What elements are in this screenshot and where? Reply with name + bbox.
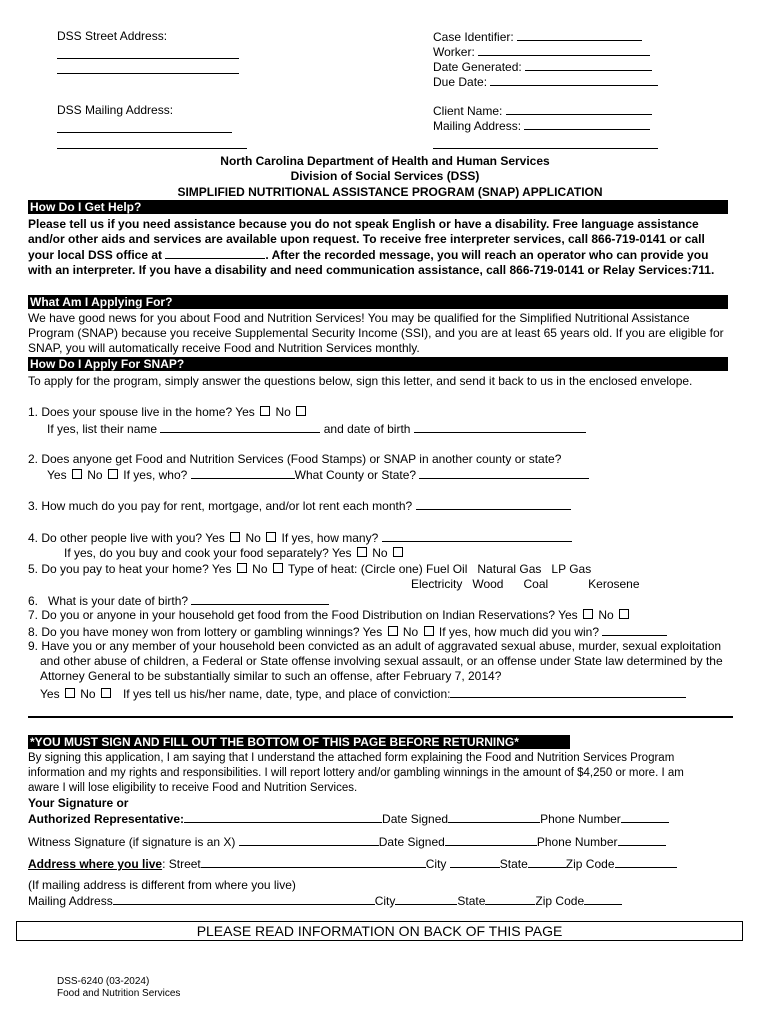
q9-yes-checkbox[interactable] [65,688,75,698]
question-1: 1. Does your spouse live in the home? Yes No [28,405,308,419]
due-date-field[interactable]: Due Date: [433,74,658,89]
q5-no-checkbox[interactable] [273,563,283,573]
q2-no-checkbox[interactable] [108,469,118,479]
question-9b: Yes No If yes tell us his/her name, date, type, and place of conviction: [40,686,686,701]
question-4: 4. Do other people live with you? Yes No If yes, how many? [28,530,572,545]
apply-heading: How Do I Apply For SNAP? [28,357,728,371]
question-2b: Yes No If yes, who? What County or State? [47,467,589,482]
q4-yes-checkbox[interactable] [230,532,240,542]
q7-yes-checkbox[interactable] [583,609,593,619]
dss-street-line-2[interactable] [57,62,239,77]
date-generated-field[interactable]: Date Generated: [433,59,652,74]
divider [28,716,733,718]
city-line[interactable] [450,856,500,868]
your-signature-label: Your Signature or [28,796,129,810]
witness-signature-line[interactable] [239,834,379,846]
authorized-rep-row: Authorized Representative: Date Signed Phone Number [28,811,669,826]
mailing-address-line-2[interactable] [433,137,658,152]
mailing-address-field[interactable]: Mailing Address: [433,118,650,133]
title-line-2: Division of Social Services (DSS) [290,169,480,183]
apply-text: To apply for the program, simply answer the questions below, sign this letter, and send it back to us in the enclosed envelope. [28,374,693,388]
client-name-field[interactable]: Client Name: [433,103,652,118]
witness-row: Witness Signature (if signature is an X) Date Signed Phone Number [28,834,666,849]
q1-yes-checkbox[interactable] [260,406,270,416]
signature-line[interactable] [184,811,382,823]
q2-who-line[interactable] [191,467,295,479]
question-2: 2. Does anyone get Food and Nutrition Services (Food Stamps) or SNAP in another county or state? [28,452,562,466]
question-4b: If yes, do you buy and cook your food separately? Yes No [64,546,405,560]
dss-street-line-1[interactable] [57,47,239,62]
rent-line[interactable] [416,498,571,510]
help-text: Please tell us if you need assistance because you do not speak English or have a disability. Free language assistance and/or other aids and services are available upon request. To receive free interpreter services, call 866-719-0141 or call your local DSS office at . After the recorded message, you will reach an operator who can provide you with an interpreter. If you have a disability and need communication assistance, call 866-719-0141 or Relay Services:711. [28,217,715,277]
q2-yes-checkbox[interactable] [72,469,82,479]
dss-street-address-label: DSS Street Address: [57,29,168,43]
mailing-zip-line[interactable] [584,893,622,905]
worker-field[interactable]: Worker: [433,44,650,59]
title-line-3: SIMPLIFIED NUTRITIONAL ASSISTANCE PROGRAM (SNAP) APPLICATION [177,185,603,199]
mailing-row: Mailing Address City State Zip Code [28,893,622,908]
question-7: 7. Do you or anyone in your household get food from the Food Distribution on Indian Reservations? Yes No [28,608,631,622]
spouse-name-line[interactable] [160,421,320,433]
date-signed-line[interactable] [448,811,540,823]
address-row: Address where you live: Street City State Zip Code [28,856,677,871]
question-6: 6. What is your date of birth? [28,593,329,608]
q4b-no-checkbox[interactable] [393,547,403,557]
mailing-city-line[interactable] [395,893,457,905]
question-9: 9. Have you or any member of your household been convicted as an adult of aggravated sexual abuse, murder, sexual exploitation and other abuse of children, a Federal or State offense involving sexual assault, or an offense under State law determined by the Attorney General to be substantially similar to such an offense, after February 7, 2014? [28,639,723,683]
conviction-line[interactable] [450,686,686,698]
state-line[interactable] [528,856,566,868]
dss-mailing-address-label: DSS Mailing Address: [57,103,174,117]
spouse-dob-line[interactable] [414,421,586,433]
signature-text: By signing this application, I am saying that I understand the attached form explaining the Food and Nutrition Services Program information and my rights and responsibilities. I will report lottery and/or gambling winnings in the amount of $4,250 or more. I am aware I will lose eligibility to receive Food and Nutrition Services. [28,752,684,794]
witness-date-line[interactable] [445,834,537,846]
q1-no-checkbox[interactable] [296,406,306,416]
question-5: 5. Do you pay to heat your home? Yes No Type of heat: (Circle one) Fuel Oil Natural Gas LP Gas [28,562,592,576]
applying-text: We have good news for you about Food and Nutrition Services! You may be qualified for the Simplified Nutritional Assistance Program (SNAP) because you receive Supplemental Security Income (SSI), and you are at least 65 years old. If you are eligible for SNAP, you will automatically receive Food and Nutrition Services monthly. [28,311,724,355]
dob-line[interactable] [191,593,329,605]
q7-no-checkbox[interactable] [619,609,629,619]
how-many-line[interactable] [382,530,572,542]
zip-line[interactable] [615,856,677,868]
read-back-notice: PLEASE READ INFORMATION ON BACK OF THIS PAGE [16,921,743,941]
q5-yes-checkbox[interactable] [237,563,247,573]
dss-mailing-line-2[interactable] [57,137,247,152]
q8-yes-checkbox[interactable] [388,626,398,636]
dss-mailing-line-1[interactable] [57,121,232,136]
help-heading: How Do I Get Help? [28,200,728,214]
question-8: 8. Do you have money won from lottery or gambling winnings? Yes No If yes, how much did you win? [28,624,667,639]
q4-no-checkbox[interactable] [266,532,276,542]
mailing-state-line[interactable] [485,893,535,905]
question-3: 3. How much do you pay for rent, mortgage, and/or lot rent each month? [28,498,571,513]
witness-phone-line[interactable] [618,834,666,846]
q8-no-checkbox[interactable] [424,626,434,636]
signature-heading: *YOU MUST SIGN AND FILL OUT THE BOTTOM OF THIS PAGE BEFORE RETURNING* [28,735,570,749]
heat-type-options[interactable]: Electricity Wood Coal Kerosene [411,577,640,591]
street-line[interactable] [201,856,426,868]
q2-county-line[interactable] [419,467,589,479]
title-line-1: North Carolina Department of Health and Human Services [220,154,550,168]
form-number: DSS-6240 (03-2024) [57,976,150,987]
if-mailing-label: (If mailing address is different from where you live) [28,878,296,892]
case-identifier-field[interactable]: Case Identifier: [433,29,642,44]
q9-no-checkbox[interactable] [101,688,111,698]
winnings-line[interactable] [602,624,667,636]
q4b-yes-checkbox[interactable] [357,547,367,557]
program-name: Food and Nutrition Services [57,988,181,999]
question-1b: If yes, list their name and date of birth [47,421,586,436]
phone-line[interactable] [621,811,669,823]
applying-heading: What Am I Applying For? [28,295,728,309]
mailing-street-line[interactable] [113,893,375,905]
